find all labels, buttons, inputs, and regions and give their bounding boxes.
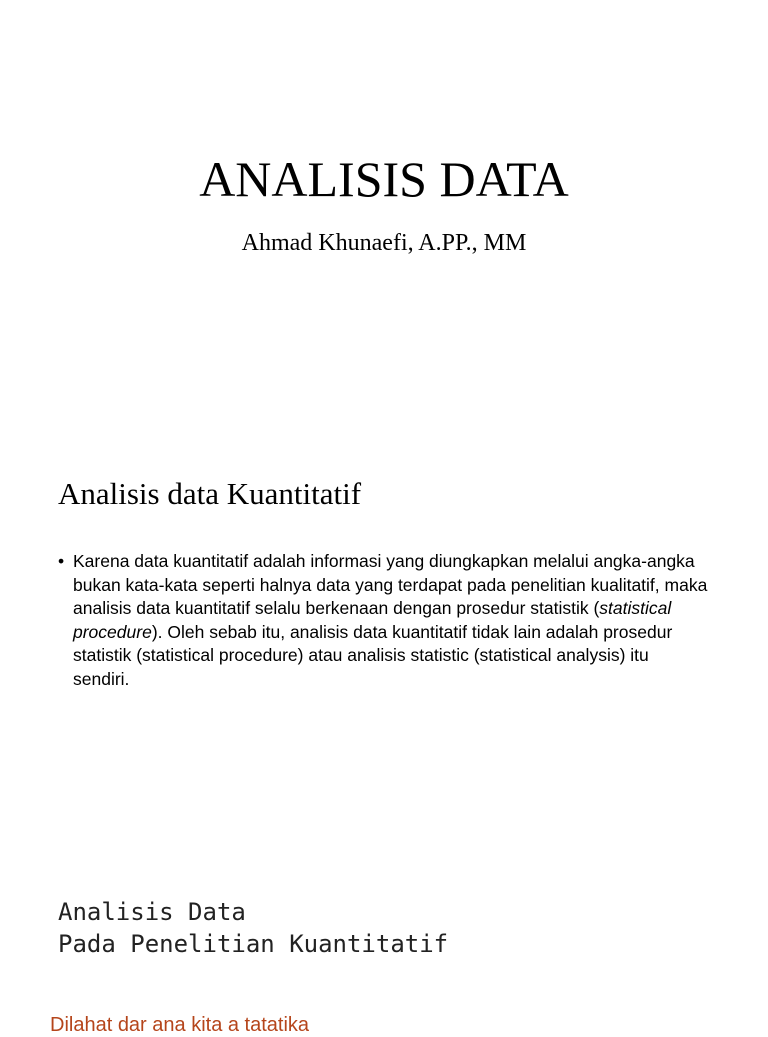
slide-title: [0, 0, 768, 432]
slide-title-line-1: Analisis Data: [58, 898, 246, 926]
bullet-text-after: ). Oleh sebab itu, analisis data kuantitatif tidak lain adalah prosedur statistik (statistical procedure) atau analisis statistic (statistical analysis) itu sendiri.: [73, 621, 673, 689]
slide-title-line-2: Pada Penelitian Kuantitatif: [58, 930, 449, 958]
bullet-text-before: Karena data kuantitatif adalah informasi yang diungkapkan melalui angka-angka bukan kata-kata seperti halnya data yang terdapat pada penelitian kualitatif, maka analisis data kuantitatif selalu berkenaan dengan prosedur statistik (: [73, 551, 708, 618]
slide-heading: Analisis data Kuantitatif: [58, 476, 362, 511]
slide-penelitian-kuantitatif: [0, 864, 768, 1036]
presentation-title: ANALISIS DATA: [199, 151, 569, 207]
bullet-text-italic: statistical procedure: [73, 598, 672, 642]
bullet-list: [58, 550, 708, 691]
slide-analisis-kuantitatif: [0, 432, 768, 864]
bullet-marker: •: [58, 551, 65, 571]
bullet-item: [58, 550, 708, 691]
cut-off-text: Dilahat dar ana kita a tatatika: [50, 1014, 310, 1036]
slide-title-mono: [58, 896, 448, 960]
presentation-author: Ahmad Khunaefi, A.PP., MM: [241, 230, 527, 256]
